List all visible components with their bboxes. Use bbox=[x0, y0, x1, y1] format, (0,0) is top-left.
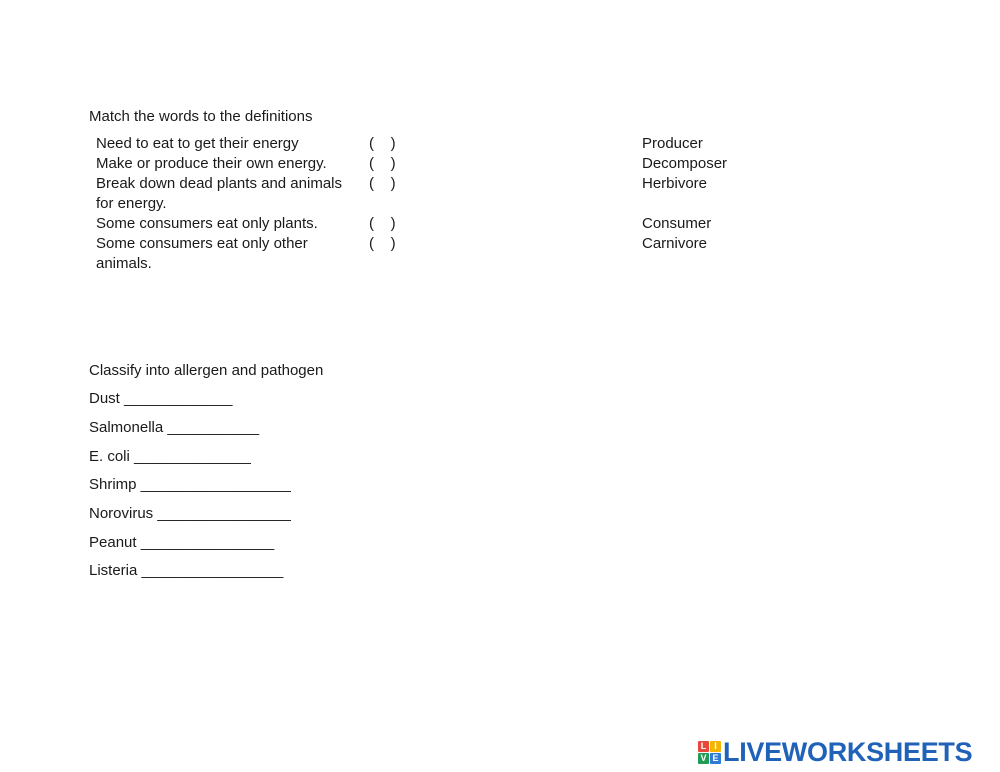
definition-3: Break down dead plants and animals for energy. bbox=[96, 175, 342, 212]
word-producer: Producer bbox=[642, 135, 703, 152]
word-herbivore: Herbivore bbox=[642, 175, 708, 192]
match-heading: Match the words to the definitions bbox=[89, 108, 313, 125]
definition-4: Some consumers eat only plants. bbox=[96, 215, 318, 232]
classify-item-shrimp[interactable]: Shrimp __________________ bbox=[89, 476, 291, 493]
classify-heading: Classify into allergen and pathogen bbox=[89, 362, 324, 379]
word-decomposer: Decomposer bbox=[642, 155, 728, 172]
logo-tile: E bbox=[710, 753, 721, 764]
classify-item-ecoli[interactable]: E. coli ______________ bbox=[89, 448, 251, 465]
logo-wordmark: LIVEWORKSHEETS bbox=[723, 736, 973, 767]
definition-1: Need to eat to get their energy bbox=[96, 135, 299, 152]
classify-item-peanut[interactable]: Peanut ________________ bbox=[89, 534, 275, 551]
logo-tile: V bbox=[698, 753, 709, 764]
answer-box-5[interactable]: ( ) bbox=[369, 235, 396, 252]
classify-item-dust[interactable]: Dust _____________ bbox=[89, 390, 233, 407]
definition-2: Make or produce their own energy. bbox=[96, 155, 327, 172]
logo-tile: L bbox=[698, 741, 709, 752]
logo-tile: I bbox=[710, 741, 721, 752]
answer-box-4[interactable]: ( ) bbox=[369, 215, 396, 232]
word-carnivore: Carnivore bbox=[642, 235, 708, 252]
classify-item-listeria[interactable]: Listeria _________________ bbox=[89, 562, 284, 579]
logo-tiles-icon bbox=[698, 741, 721, 764]
answer-box-3[interactable]: ( ) bbox=[369, 175, 396, 192]
word-consumer: Consumer bbox=[642, 215, 712, 232]
answer-box-1[interactable]: ( ) bbox=[369, 135, 396, 152]
answer-box-2[interactable]: ( ) bbox=[369, 155, 396, 172]
classify-item-salmonella[interactable]: Salmonella ___________ bbox=[89, 419, 260, 436]
definition-5: Some consumers eat only other animals. bbox=[96, 235, 308, 272]
liveworksheets-logo bbox=[698, 736, 972, 768]
classify-item-norovirus[interactable]: Norovirus ________________ bbox=[89, 505, 291, 522]
